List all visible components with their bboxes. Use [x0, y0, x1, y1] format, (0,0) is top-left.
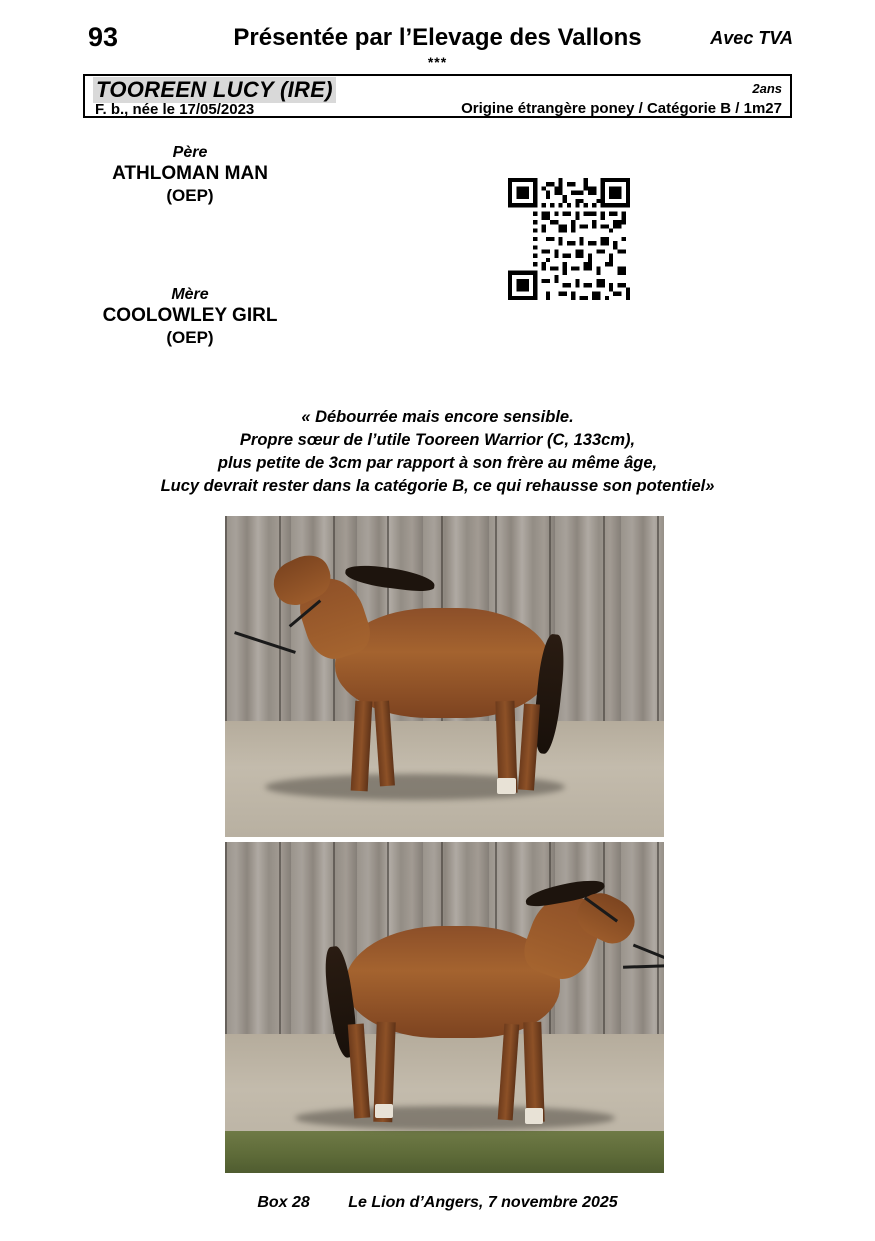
qr-code-icon[interactable]	[508, 178, 630, 300]
horse-photo-left-profile	[225, 516, 664, 837]
horse-shadow	[295, 1106, 615, 1130]
lot-number: 93	[88, 22, 119, 52]
pedigree-dam-name: COOLOWLEY GIRL	[102, 305, 278, 326]
pedigree-dam-suffix: (OEP)	[166, 328, 214, 347]
sale-comment	[0, 406, 875, 498]
venue-date: Le Lion d’Angers, 7 novembre 2025	[348, 1194, 618, 1211]
presenter-title: Présentée par l’Elevage des Vallons	[233, 24, 642, 51]
pedigree-sire-suffix: (OEP)	[166, 186, 214, 205]
pedigree-sire-name: ATHLOMAN MAN	[112, 163, 268, 184]
ground-surface	[225, 1034, 664, 1173]
horse-sock-marking	[375, 1104, 393, 1118]
page-footer	[0, 1194, 875, 1212]
pedigree-dam-label: Mère	[171, 286, 209, 303]
comment-line-3: plus petite de 3cm par rapport à son frère au même âge,	[217, 454, 658, 472]
horse-name: TOOREEN LUCY (IRE)	[93, 77, 336, 103]
page-header	[0, 22, 875, 58]
vat-note: Avec TVA	[710, 28, 793, 48]
comment-line-2: Propre sœur de l’utile Tooreen Warrior (C, 133cm),	[239, 431, 636, 449]
rating-stars: ***	[427, 54, 448, 70]
horse-age: 2ans	[752, 81, 782, 96]
horse-origin: Origine étrangère poney / Catégorie B / 1m27	[461, 100, 782, 117]
horse-photo-right-profile	[225, 842, 664, 1173]
box-number: Box 28	[257, 1194, 310, 1211]
horse-birth: F. b., née le 17/05/2023	[95, 101, 255, 118]
comment-line-4: Lucy devrait rester dans la catégorie B, ce qui rehausse son potentiel»	[160, 477, 715, 495]
horse-sock-marking	[497, 778, 516, 794]
pedigree-sire-label: Père	[172, 144, 208, 161]
pedigree-sire	[40, 143, 340, 207]
grass-strip	[225, 1131, 664, 1173]
horse-sock-marking	[525, 1108, 543, 1124]
identity-box	[83, 74, 792, 118]
pedigree-dam	[40, 285, 340, 349]
comment-line-1: « Débourrée mais encore sensible.	[301, 408, 574, 426]
